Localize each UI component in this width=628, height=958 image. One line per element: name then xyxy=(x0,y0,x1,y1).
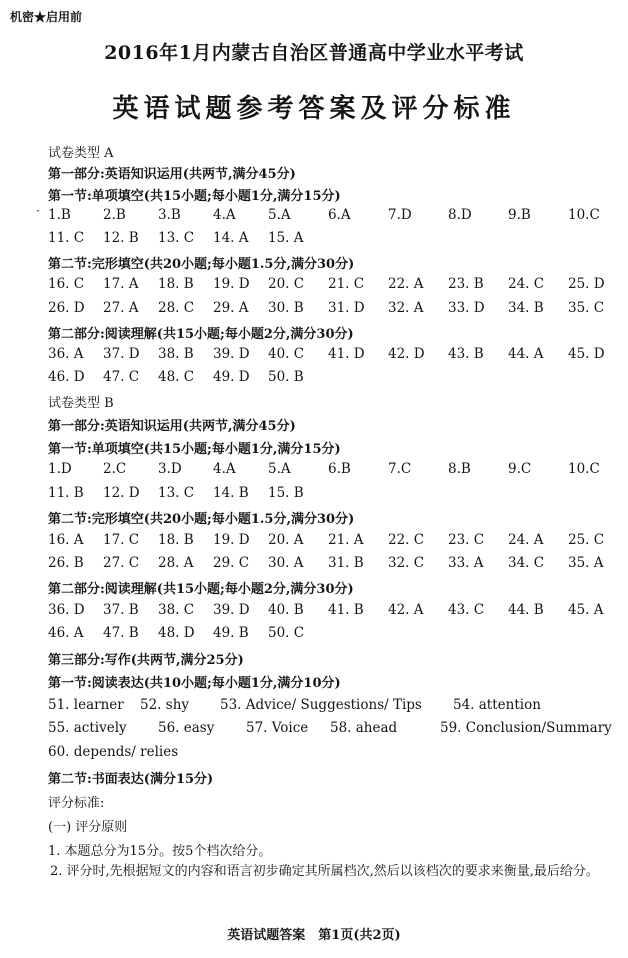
answer-cell: 38. B xyxy=(158,346,194,362)
exam-title: 2016年1月内蒙古自治区普通高中学业水平考试 xyxy=(104,42,524,64)
answer-cell: 11. C xyxy=(48,230,85,246)
answer-cell: 13. C xyxy=(158,230,195,246)
answer-cell: 5.A xyxy=(268,207,291,223)
answer-cell: 8.D xyxy=(448,207,472,223)
answer-cell: 48. C xyxy=(158,369,195,385)
answer-cell: 26. D xyxy=(48,300,85,316)
answer-cell: 35. C xyxy=(568,300,605,316)
answer-cell: 32. C xyxy=(388,555,425,571)
answer-cell: 13. C xyxy=(158,485,195,501)
answer-cell: 54. attention xyxy=(453,697,541,713)
answer-cell: 16. A xyxy=(48,532,84,548)
answer-cell: 8.B xyxy=(448,461,471,477)
answer-cell: 12. B xyxy=(103,230,139,246)
b-section2-heading: 第二节:完形填空(共20小题;每小题1.5分,满分30分) xyxy=(48,512,355,527)
answer-cell: 40. B xyxy=(268,602,304,618)
paper-type-a-label: 试卷类型 A xyxy=(48,146,114,161)
answer-cell: 4.A xyxy=(213,461,236,477)
answer-cell: 57. Voice xyxy=(246,720,309,736)
answer-row xyxy=(48,555,618,575)
answer-cell: 52. shy xyxy=(140,697,190,713)
answer-cell: 33. D xyxy=(448,300,485,316)
answer-cell: 42. A xyxy=(388,602,424,618)
answer-cell: 60. depends/ relies xyxy=(48,744,179,760)
answer-cell: 17. A xyxy=(103,276,139,292)
answer-cell: 22. C xyxy=(388,532,425,548)
answer-cell: 21. A xyxy=(328,532,364,548)
answer-cell: 17. C xyxy=(103,532,140,548)
answer-cell: 40. C xyxy=(268,346,305,362)
answer-row xyxy=(48,720,618,740)
answer-cell: 47. C xyxy=(103,369,140,385)
answer-cell: 41. D xyxy=(328,346,365,362)
answer-cell: 21. C xyxy=(328,276,365,292)
answer-cell: 9.C xyxy=(508,461,532,477)
answer-cell: 15. A xyxy=(268,230,304,246)
b-part2-heading: 第二部分:阅读理解(共15小题;每小题2分,满分30分) xyxy=(48,582,354,597)
answer-row xyxy=(48,697,618,717)
answer-row xyxy=(48,346,618,366)
answer-cell: 2.C xyxy=(103,461,127,477)
answer-cell: 3.D xyxy=(158,461,182,477)
answer-cell: 32. A xyxy=(388,300,424,316)
answer-cell: 53. Advice/ Suggestions/ Tips xyxy=(220,697,422,713)
answer-cell: 43. C xyxy=(448,602,485,618)
answer-cell: 36. A xyxy=(48,346,84,362)
answer-row xyxy=(48,300,618,320)
answer-cell: 26. B xyxy=(48,555,84,571)
answer-cell: 59. Conclusion/Summary xyxy=(440,720,612,736)
answer-cell: 28. C xyxy=(158,300,195,316)
answer-cell: 30. A xyxy=(268,555,304,571)
answer-cell: 25. D xyxy=(568,276,605,292)
answer-cell: 47. B xyxy=(103,625,139,641)
answer-cell: 18. B xyxy=(158,276,194,292)
answer-cell: 50. B xyxy=(268,369,304,385)
a-section1-heading: 第一节:单项填空(共15小题;每小题1分,满分15分) xyxy=(48,189,341,204)
answer-row xyxy=(48,369,618,389)
answer-cell: 25. C xyxy=(568,532,605,548)
answer-cell: 39. D xyxy=(213,602,250,618)
answer-cell: 2.B xyxy=(103,207,126,223)
answer-cell: 23. B xyxy=(448,276,484,292)
a-part1-heading: 第一部分:英语知识运用(共两节,满分45分) xyxy=(48,167,296,182)
confidential-label: 机密★启用前 xyxy=(10,10,83,24)
answer-cell: 7.C xyxy=(388,461,412,477)
answer-cell: 12. D xyxy=(103,485,140,501)
answer-cell: 34. B xyxy=(508,300,544,316)
answer-cell: 31. B xyxy=(328,555,364,571)
answer-row xyxy=(48,532,618,552)
a-section2-heading: 第二节:完形填空(共20小题;每小题1.5分,满分30分) xyxy=(48,257,355,272)
answer-cell: 24. C xyxy=(508,276,545,292)
answer-cell: 50. C xyxy=(268,625,305,641)
answer-cell: 45. D xyxy=(568,346,605,362)
paper-type-b-label: 试卷类型 B xyxy=(48,396,114,411)
answer-cell: 1.D xyxy=(48,461,72,477)
answer-cell: 18. B xyxy=(158,532,194,548)
answer-cell: 31. D xyxy=(328,300,365,316)
principle-heading: (一) 评分原则 xyxy=(48,820,128,835)
answer-cell: 6.B xyxy=(328,461,351,477)
answer-cell: 6.A xyxy=(328,207,351,223)
answer-cell: 23. C xyxy=(448,532,485,548)
answer-cell: 36. D xyxy=(48,602,85,618)
answer-cell: 33. A xyxy=(448,555,484,571)
answer-cell: 42. D xyxy=(388,346,425,362)
page-footer: 英语试题答案 第1页(共2页) xyxy=(227,928,401,943)
document-title: 英语试题参考答案及评分标准 xyxy=(112,94,516,124)
answer-cell: 3.B xyxy=(158,207,181,223)
rule-1: 1. 本题总分为15分。按5个档次给分。 xyxy=(48,844,272,859)
answer-cell: 45. A xyxy=(568,602,604,618)
b-part1-heading: 第一部分:英语知识运用(共两节,满分45分) xyxy=(48,419,296,434)
answer-cell: 19. D xyxy=(213,532,250,548)
answer-cell: 28. A xyxy=(158,555,194,571)
answer-cell: 10.C xyxy=(568,461,600,477)
answer-cell: 14. B xyxy=(213,485,249,501)
answer-cell: 46. A xyxy=(48,625,84,641)
answer-cell: 56. easy xyxy=(158,720,215,736)
answer-cell: 30. B xyxy=(268,300,304,316)
answer-cell: 49. D xyxy=(213,369,250,385)
answer-cell: 34. C xyxy=(508,555,545,571)
answer-row xyxy=(48,276,618,296)
answer-cell: 48. D xyxy=(158,625,195,641)
answer-cell: 1.B xyxy=(48,207,71,223)
answer-cell: 20. A xyxy=(268,532,304,548)
stray-mark: · xyxy=(36,204,40,218)
answer-cell: 10.C xyxy=(568,207,600,223)
answer-cell: 44. B xyxy=(508,602,544,618)
answer-cell: 49. B xyxy=(213,625,249,641)
answer-row xyxy=(48,230,618,250)
answer-cell: 16. C xyxy=(48,276,85,292)
answer-cell: 29. A xyxy=(213,300,249,316)
answer-cell: 51. learner xyxy=(48,697,124,713)
answer-cell: 41. B xyxy=(328,602,364,618)
answer-row xyxy=(48,461,618,481)
answer-cell: 38. C xyxy=(158,602,195,618)
answer-cell: 4.A xyxy=(213,207,236,223)
answer-cell: 11. B xyxy=(48,485,84,501)
answer-cell: 37. D xyxy=(103,346,140,362)
answer-cell: 46. D xyxy=(48,369,85,385)
answer-cell: 9.B xyxy=(508,207,531,223)
answer-row xyxy=(48,207,618,227)
answer-cell: 19. D xyxy=(213,276,250,292)
answer-cell: 29. C xyxy=(213,555,250,571)
answer-row xyxy=(48,602,618,622)
b-section1-heading: 第一节:单项填空(共15小题;每小题1分,满分15分) xyxy=(48,442,341,457)
w-section1-heading: 第一节:阅读表达(共10小题;每小题1分,满分10分) xyxy=(48,676,341,691)
answer-cell: 35. A xyxy=(568,555,604,571)
answer-cell: 20. C xyxy=(268,276,305,292)
answer-cell: 7.D xyxy=(388,207,412,223)
part3-heading: 第三部分:写作(共两节,满分25分) xyxy=(48,653,244,668)
answer-cell: 27. A xyxy=(103,300,139,316)
answer-cell: 58. ahead xyxy=(330,720,398,736)
answer-cell: 43. B xyxy=(448,346,484,362)
answer-cell: 39. D xyxy=(213,346,250,362)
criteria-label: 评分标准: xyxy=(48,796,105,811)
answer-cell: 24. A xyxy=(508,532,544,548)
answer-cell: 14. A xyxy=(213,230,249,246)
answer-cell: 15. B xyxy=(268,485,304,501)
rule-2: 2. 评分时,先根据短文的内容和语言初步确定其所属档次,然后以该档次的要求来衡量,最后给分。 xyxy=(50,864,599,879)
answer-cell: 55. actively xyxy=(48,720,127,736)
answer-row xyxy=(48,625,618,645)
answer-row xyxy=(48,744,618,764)
answer-row xyxy=(48,485,618,505)
answer-cell: 5.A xyxy=(268,461,291,477)
answer-cell: 27. C xyxy=(103,555,140,571)
w-section2-heading: 第二节:书面表达(满分15分) xyxy=(48,772,214,787)
answer-cell: 22. A xyxy=(388,276,424,292)
answer-cell: 37. B xyxy=(103,602,139,618)
a-part2-heading: 第二部分:阅读理解(共15小题;每小题2分,满分30分) xyxy=(48,327,354,342)
answer-cell: 44. A xyxy=(508,346,544,362)
